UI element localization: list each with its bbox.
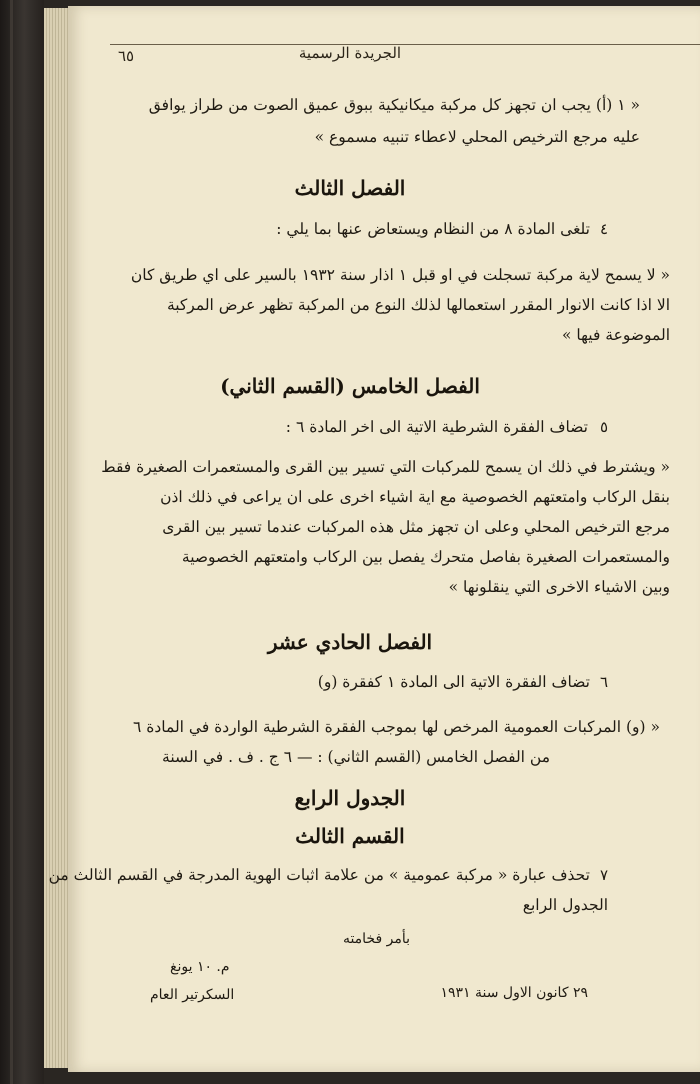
quote-5-line-5: وبين الاشياء الاخرى التي ينقلونها » <box>448 578 670 596</box>
item-number-6: ٦ <box>600 673 609 691</box>
running-header: الجريدة الرسمية <box>298 44 402 62</box>
quote-4-line-1: « لا يسمح لاية مركبة تسجلت في او قبل ١ اذار سنة ١٩٣٢ بالسير على اي طريق كان <box>130 266 670 284</box>
item-4-text: تلغى المادة ٨ من النظام ويستعاض عنها بما يلي : <box>276 220 590 238</box>
quote-4-line-2: الا اذا كانت الانوار المقرر استعمالها لذلك النوع من المركبة تظهر عرض المركبة <box>166 296 670 314</box>
quote-5-line-2: بنقل الركاب وامتعتهم الخصوصية مع اية اشياء اخرى على ان يراعى في ذلك اذن <box>160 488 670 506</box>
quote-6-line-2: من الفصل الخامس (القسم الثاني) : — ٦ ج . ف . في السنة <box>162 748 550 766</box>
quote-6-line-1: « (و) المركبات العمومية المرخص لها بموجب الفقرة الشرطية الواردة في المادة ٦ <box>132 718 660 736</box>
page-number: ٦٥ <box>118 47 135 65</box>
signature-name: م. ١٠ يونغ <box>170 959 230 975</box>
heading-chapter-5: الفصل الخامس (القسم الثاني) <box>220 374 480 398</box>
heading-schedule-4: الجدول الرابع <box>294 786 406 810</box>
item-7-line-1: تحذف عبارة « مركبة عمومية » من علامة اثبات الهوية المدرجة في القسم الثالث من <box>48 866 590 884</box>
signature-date: ٢٩ كانون الاول سنة ١٩٣١ <box>440 985 588 1001</box>
quote-5-line-3: مرجع الترخيص المحلي وعلى ان تجهز مثل هذه المركبات عندما تسير بين القرى <box>162 518 670 536</box>
item-5-text: تضاف الفقرة الشرطية الاتية الى اخر المادة ٦ : <box>285 418 588 436</box>
para-1-line-2: عليه مرجع الترخيص المحلي لاعطاء تنبيه مسموع » <box>314 128 640 146</box>
quote-4-line-3: الموضوعة فيها » <box>561 326 670 344</box>
item-number-4: ٤ <box>600 220 609 238</box>
book-binding <box>0 0 44 1084</box>
page-edges <box>44 8 70 1068</box>
item-6-text: تضاف الفقرة الاتية الى المادة ١ كفقرة (و) <box>317 673 590 691</box>
heading-section-3: القسم الثالث <box>295 824 405 848</box>
item-7-line-2: الجدول الرابع <box>522 896 608 914</box>
para-1-line-1: « ١ (أ) يجب ان تجهز كل مركبة ميكانيكية ببوق عميق الصوت من طراز يوافق <box>148 96 640 114</box>
quote-5-line-4: والمستعمرات الصغيرة بفاصل متحرك يفصل بين الركاب وامتعتهم الخصوصية <box>181 548 670 566</box>
signature-title: السكرتير العام <box>150 987 235 1003</box>
heading-chapter-3: الفصل الثالث <box>294 176 406 200</box>
quote-5-line-1: « ويشترط في ذلك ان يسمح للمركبات التي تسير بين القرى والمستعمرات الصغيرة فقط <box>101 458 670 476</box>
item-number-7: ٧ <box>600 866 609 884</box>
closing-line: بأمر فخامته <box>342 931 410 947</box>
heading-chapter-11: الفصل الحادي عشر <box>267 630 433 654</box>
item-number-5: ٥ <box>600 418 609 436</box>
